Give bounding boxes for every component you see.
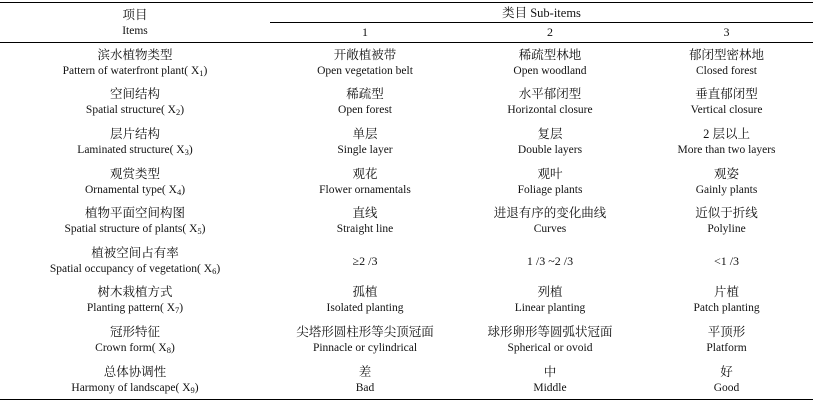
row-value-cell [640,320,813,360]
value-zh: 平顶形 [707,324,746,339]
row-value-cell [270,43,460,83]
value-en: Double layers [517,143,583,156]
row-value-cell [270,83,460,123]
header-col-2: 2 [460,23,640,43]
value-zh: 差 [358,364,372,379]
row-item-zh: 层片结构 [109,126,160,141]
row-value-cell [460,360,640,400]
table-row [0,360,813,400]
value-zh: 中 [543,364,557,379]
row-item-zh: 空间结构 [109,87,160,102]
row-value-cell [640,241,813,281]
row-value-cell [460,122,640,162]
row-item-en: Spatial structure of plants( $X_5$) [64,223,206,237]
value-en: Open woodland [513,64,587,77]
row-value-cell [270,162,460,202]
row-value-cell [640,201,813,241]
value-zh: 直线 [352,206,378,221]
value-en: 1 /3 ~2 /3 [526,253,574,268]
value-zh: 开敞植被带 [333,47,397,62]
row-item-zh: 总体协调性 [103,364,167,379]
value-zh: 稀疏型林地 [518,47,582,62]
value-en: Good [713,381,740,394]
row-item-zh: 植物平面空间构图 [84,206,185,221]
row-item-en: Spatial structure( $X_2$) [85,104,185,118]
value-en: ≥2 /3 [352,253,378,268]
value-en: Flower ornamentals [319,183,411,196]
row-value-cell [460,281,640,321]
row-item-cell [0,241,270,281]
value-zh: 水平郁闭型 [518,87,582,102]
value-zh: 观花 [352,166,378,181]
value-en: Vertical closure [690,104,763,117]
value-zh: 进退有序的变化曲线 [493,206,607,221]
value-zh: 观姿 [714,166,740,181]
header-item-en: Items [122,24,148,37]
value-en: <1 /3 [713,253,740,268]
value-en: Middle [533,381,567,394]
value-zh: 尖塔形圆柱形等尖顶冠面 [296,324,434,339]
row-value-cell [270,360,460,400]
value-zh: 观叶 [537,166,563,181]
value-zh: 单层 [352,126,378,141]
value-en: Open vegetation belt [317,64,413,77]
row-value-cell [460,201,640,241]
table-row [0,281,813,321]
table-row [0,83,813,123]
row-value-cell [640,281,813,321]
row-item-zh: 观赏类型 [109,166,160,181]
row-value-cell [460,43,640,83]
row-item-zh: 树木栽植方式 [97,285,173,300]
row-item-zh: 滨水植物类型 [97,47,173,62]
evaluation-items-table [0,2,813,400]
row-item-cell [0,320,270,360]
value-en: Linear planting [514,302,586,315]
row-item-cell [0,162,270,202]
value-zh: 好 [720,364,733,379]
row-item-en: Ornamental type( $X_4$) [84,183,186,197]
row-value-cell [270,201,460,241]
row-value-cell [270,241,460,281]
value-en: Polyline [707,223,746,236]
value-en: Horizontal closure [507,104,593,117]
row-item-cell [0,83,270,123]
value-zh: 稀疏型 [346,87,384,102]
value-zh: 近似于折线 [695,206,758,221]
row-value-cell [640,122,813,162]
value-zh: 球形卵形等圆弧状冠面 [487,324,613,339]
row-item-cell [0,360,270,400]
row-value-cell [640,43,813,83]
value-en: Platform [706,341,747,354]
table-row [0,162,813,202]
row-item-cell [0,201,270,241]
value-en: Foliage plants [517,183,583,196]
row-item-zh: 植被空间占有率 [91,245,179,260]
row-item-zh: 冠形特征 [109,324,160,339]
row-item-en: Planting pattern( $X_7$) [86,302,184,316]
table-row [0,241,813,281]
row-item-en: Harmony of landscape( $X_9$) [71,381,199,395]
row-value-cell [270,320,460,360]
row-item-cell [0,43,270,83]
table-row [0,122,813,162]
value-zh: 郁闭型密林地 [689,47,765,62]
row-value-cell [270,122,460,162]
row-item-en: Crown form( $X_8$) [95,341,175,355]
header-items-cell [0,3,270,43]
value-zh: 列植 [537,285,563,300]
header-col-1: 1 [270,23,460,43]
row-value-cell [460,241,640,281]
value-en: Pinnacle or cylindrical [312,341,418,354]
row-item-cell [0,281,270,321]
value-en: Open forest [338,104,392,117]
value-en: Gainly plants [695,183,758,196]
row-value-cell [460,320,640,360]
table-row [0,320,813,360]
value-zh: 孤植 [352,285,378,300]
header-col-3: 3 [640,23,813,43]
value-en: More than two layers [677,143,776,156]
value-en: Curves [533,223,567,236]
row-item-cell [0,122,270,162]
row-item-en: Laminated structure( $X_3$) [77,143,193,157]
row-item-en: Spatial occupancy of vegetation( $X_6$) [49,262,221,276]
row-value-cell [640,360,813,400]
value-en: Bad [355,381,375,394]
row-value-cell [270,281,460,321]
header-category: 类目 Sub-items [270,3,813,23]
value-en: Single layer [337,143,393,156]
table-row [0,43,813,83]
value-en: Patch planting [693,302,760,315]
row-item-en: Pattern of waterfront plant( $X_1$) [62,64,208,78]
value-zh: 片植 [714,285,740,300]
value-zh: 复层 [537,126,563,141]
value-en: Isolated planting [326,302,404,315]
value-zh: 2 层以上 [703,126,750,141]
value-zh: 垂直郁闭型 [695,87,758,102]
row-value-cell [460,162,640,202]
header-item-zh: 项目 [122,7,148,22]
table-row [0,201,813,241]
value-en: Closed forest [696,64,758,77]
value-en: Straight line [336,223,394,236]
value-en: Spherical or ovoid [507,341,593,354]
row-value-cell [460,83,640,123]
row-value-cell [640,83,813,123]
row-value-cell [640,162,813,202]
